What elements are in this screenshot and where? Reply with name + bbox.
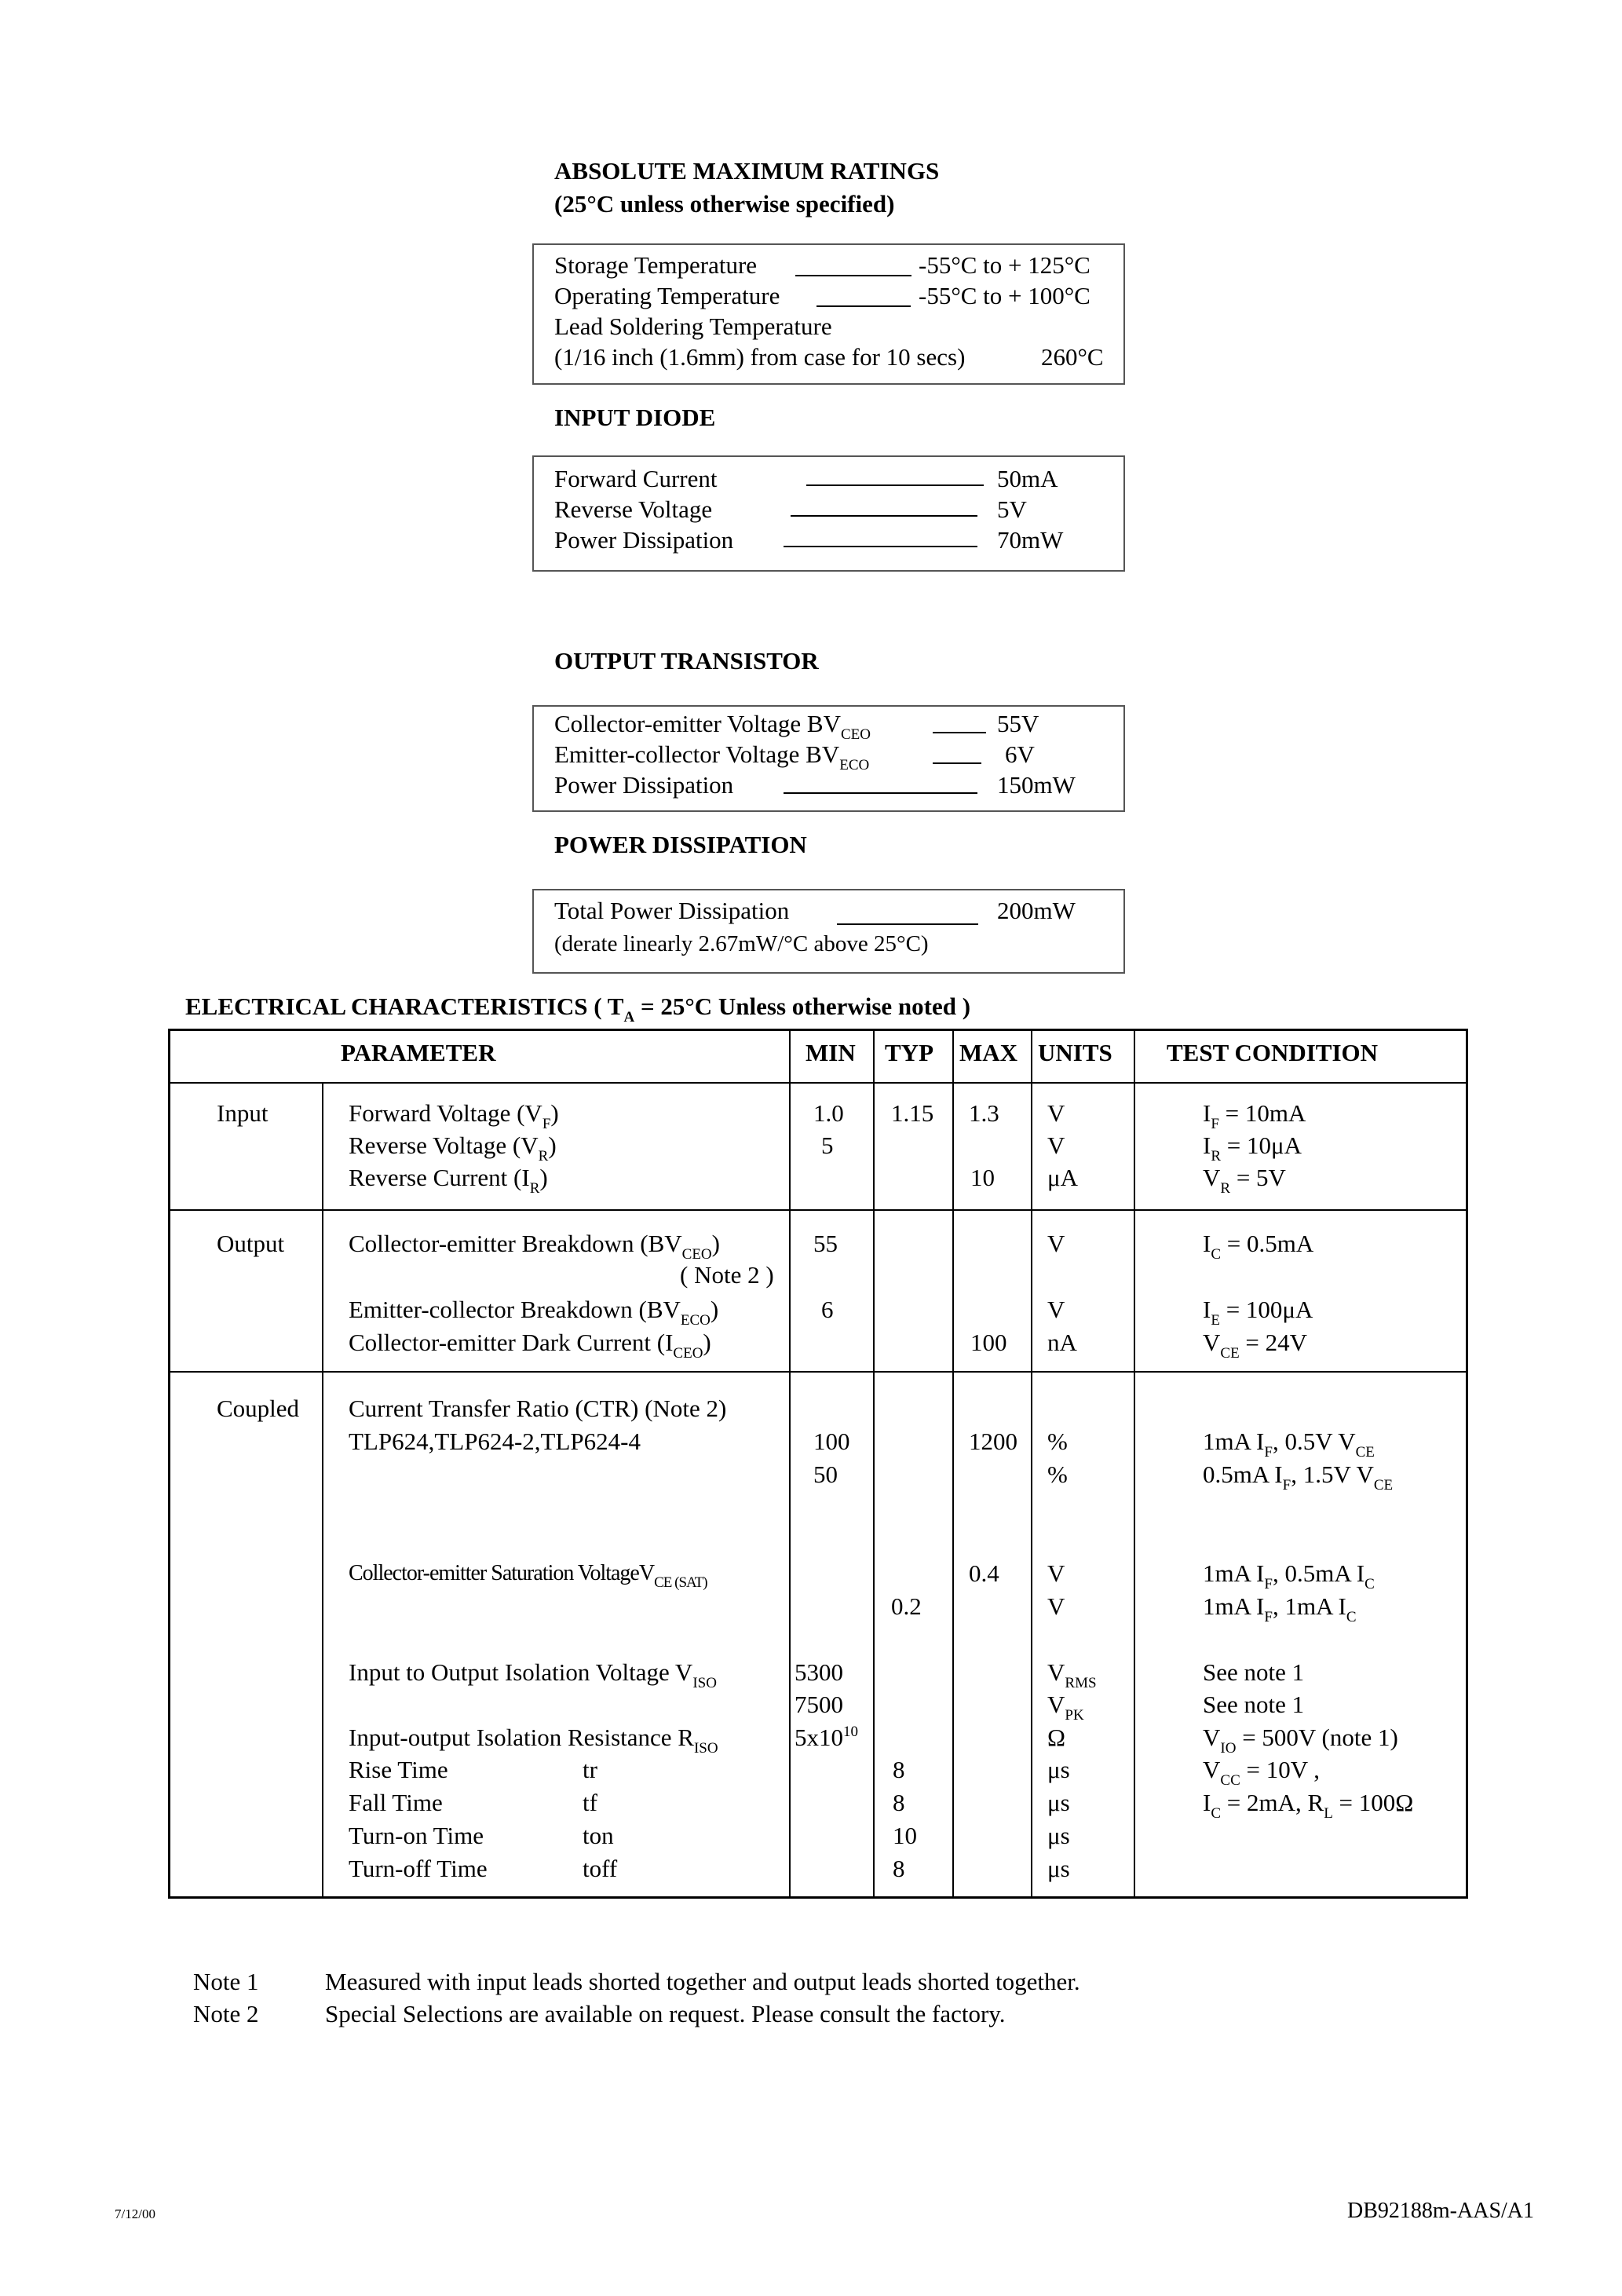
group-input: Input: [217, 1099, 269, 1127]
timing-cond-2: $I_C = 2mA$, $R_L = 100\Omega$: [1203, 1789, 1414, 1822]
reverse-voltage-unit: V: [1047, 1132, 1065, 1159]
fall-time-sym: tf: [583, 1789, 597, 1816]
bvceo-label: Collector-emitter Voltage $BV_{CEO}$: [554, 710, 871, 743]
turn-off-time-unit: μs: [1047, 1855, 1070, 1882]
dark-current-param: Collector-emitter Dark Current $(I_{CEO})$: [349, 1329, 711, 1362]
group-output: Output: [217, 1230, 285, 1257]
bveco-param: Emitter-collector Breakdown $(BV_{ECO})$: [349, 1296, 719, 1329]
footer-date: 7/12/00: [115, 2206, 155, 2221]
reverse-voltage-min: 5: [821, 1132, 834, 1159]
forward-current-label: Forward Current: [554, 465, 718, 492]
note-1-label: Note 1: [193, 1968, 259, 1995]
output-transistor-title: OUTPUT TRANSISTOR: [554, 647, 819, 675]
sat1-unit: V: [1047, 1559, 1065, 1587]
sat-param: Collector-emitter Saturation VoltageV$_{CE (SAT)}$: [349, 1561, 707, 1591]
bveco-value: 6V: [1005, 740, 1035, 768]
forward-voltage-max: 1.3: [969, 1099, 999, 1127]
lead-soldering-detail: (1/16 inch (1.6mm) from case for 10 secs): [554, 343, 966, 371]
sat1-cond: 1mA $I_F$, 0.5mA $I_C$: [1203, 1559, 1375, 1592]
sat2-unit: V: [1047, 1592, 1065, 1620]
res-param: Input-output Isolation Resistance $R_{ISO}$: [349, 1724, 718, 1757]
reverse-current-cond: $V_R = 5V$: [1203, 1164, 1286, 1197]
header-test-condition: TEST CONDITION: [1167, 1039, 1379, 1066]
ctr1-cond: 1mA $I_F$, 0.5V $V_{CE}$: [1203, 1428, 1375, 1461]
iso2-cond: See note 1: [1203, 1691, 1305, 1718]
reverse-voltage-param: Reverse Voltage $(V_R)$: [349, 1132, 557, 1164]
res-cond: $V_{IO} = 500V$ (note 1): [1203, 1724, 1398, 1757]
header-units: UNITS: [1038, 1039, 1112, 1066]
footer-doc-id: DB92188m-AAS/A1: [1347, 2199, 1535, 2223]
bvceo-param: Collector-emitter Breakdown $(BV_{CEO})$: [349, 1230, 720, 1263]
forward-voltage-typ: 1.15: [891, 1099, 934, 1127]
turn-off-time-typ: 8: [893, 1855, 905, 1882]
ctr-parts: TLP624,TLP624-2,TLP624-4: [349, 1428, 641, 1455]
reverse-current-max: 10: [970, 1164, 995, 1191]
header-typ: TYP: [885, 1039, 933, 1066]
electrical-title: ELECTRICAL CHARACTERISTICS ( $T_A = 25^\circ C$ Unless otherwise noted ): [185, 993, 971, 1026]
bveco-unit: V: [1047, 1296, 1065, 1323]
bvceo-cond: $I_C = 0.5mA$: [1203, 1230, 1314, 1263]
note-2-text: Special Selections are available on request. Please consult the factory.: [325, 2000, 1006, 2027]
iso1-unit: $V_{RMS}$: [1047, 1658, 1097, 1691]
turn-on-time-sym: ton: [583, 1822, 614, 1849]
sat2-cond: 1mA $I_F$, 1mA $I_C$: [1203, 1592, 1357, 1625]
transistor-power-label: Power Dissipation: [554, 771, 734, 799]
fall-time-unit: μs: [1047, 1789, 1070, 1816]
sat2-typ: 0.2: [891, 1592, 922, 1620]
ctr2-unit: %: [1047, 1461, 1068, 1488]
note-1-text: Measured with input leads shorted together and output leads shorted together.: [325, 1968, 1080, 1995]
reverse-voltage-label: Reverse Voltage: [554, 495, 713, 523]
header-parameter: PARAMETER: [341, 1039, 496, 1066]
bvceo-min: 55: [813, 1230, 838, 1257]
dark-current-cond: $V_{CE} = 24V$: [1203, 1329, 1308, 1362]
reverse-voltage-cond: $I_R = 10\mu A$: [1203, 1132, 1302, 1164]
iso1-cond: See note 1: [1203, 1658, 1305, 1686]
header-max: MAX: [959, 1039, 1018, 1066]
turn-on-time-typ: 10: [893, 1822, 917, 1849]
lead-soldering-value: 260°C: [1041, 343, 1104, 371]
power-dissipation-label: Power Dissipation: [554, 526, 734, 554]
dark-current-max: 100: [970, 1329, 1007, 1356]
bveco-cond: $I_E = 100\mu A$: [1203, 1296, 1313, 1329]
total-power-value: 200mW: [997, 897, 1076, 924]
ctr-param: Current Transfer Ratio (CTR) (Note 2): [349, 1395, 727, 1422]
power-dissipation-value: 70mW: [997, 526, 1064, 554]
bvceo-note: ( Note 2 ): [680, 1261, 774, 1289]
fall-time-name: Fall Time: [349, 1789, 443, 1816]
header-min: MIN: [806, 1039, 856, 1066]
forward-voltage-cond: $I_F = 10mA$: [1203, 1099, 1306, 1132]
forward-current-value: 50mA: [997, 465, 1058, 492]
abs-max-subtitle: (25°C unless otherwise specified): [554, 190, 895, 218]
input-diode-title: INPUT DIODE: [554, 404, 716, 431]
rise-time-typ: 8: [893, 1756, 905, 1783]
fall-time-typ: 8: [893, 1789, 905, 1816]
reverse-current-unit: μA: [1047, 1164, 1079, 1191]
turn-off-time-name: Turn-off Time: [349, 1855, 488, 1882]
forward-voltage-param: Forward Voltage $(V_F)$: [349, 1099, 559, 1132]
lead-soldering-label: Lead Soldering Temperature: [554, 313, 832, 340]
ctr1-unit: %: [1047, 1428, 1068, 1455]
bveco-min: 6: [821, 1296, 834, 1323]
bveco-label: Emitter-collector Voltage $BV_{ECO}$: [554, 740, 870, 773]
iso-param: Input to Output Isolation Voltage $V_{ISO}$: [349, 1658, 717, 1691]
operating-temp-value: -55°C to + 100°C: [919, 282, 1090, 309]
storage-temp-value: -55°C to + 125°C: [919, 251, 1090, 279]
reverse-current-param: Reverse Current $(I_R)$: [349, 1164, 548, 1197]
operating-temp-label: Operating Temperature: [554, 282, 780, 309]
ctr1-min: 100: [813, 1428, 850, 1455]
dark-current-unit: nA: [1047, 1329, 1077, 1356]
transistor-power-value: 150mW: [997, 771, 1076, 799]
power-dissipation-title: POWER DISSIPATION: [554, 831, 807, 858]
bvceo-unit: V: [1047, 1230, 1065, 1257]
rise-time-sym: tr: [583, 1756, 597, 1783]
ctr1-max: 1200: [969, 1428, 1017, 1455]
iso2-unit: $V_{PK}$: [1047, 1691, 1084, 1724]
res-min: $5x10^{10}$: [795, 1724, 858, 1751]
res-unit: Ω: [1047, 1724, 1066, 1751]
timing-cond-1: $V_{CC} = 10V$ ,: [1203, 1756, 1321, 1789]
rise-time-name: Rise Time: [349, 1756, 448, 1783]
ctr2-cond: 0.5mA $I_F$, 1.5V $V_{CE}$: [1203, 1461, 1394, 1493]
turn-off-time-sym: toff: [583, 1855, 618, 1882]
forward-voltage-min: 1.0: [813, 1099, 844, 1127]
sat1-max: 0.4: [969, 1559, 999, 1587]
turn-on-time-name: Turn-on Time: [349, 1822, 484, 1849]
group-coupled: Coupled: [217, 1395, 300, 1422]
derate-note: (derate linearly 2.67mW/°C above 25°C): [554, 931, 929, 956]
note-2-label: Note 2: [193, 2000, 259, 2027]
total-power-label: Total Power Dissipation: [554, 897, 790, 924]
iso1-min: 5300: [795, 1658, 843, 1686]
reverse-voltage-value: 5V: [997, 495, 1027, 523]
abs-max-title: ABSOLUTE MAXIMUM RATINGS: [554, 157, 940, 185]
forward-voltage-unit: V: [1047, 1099, 1065, 1127]
storage-temp-label: Storage Temperature: [554, 251, 758, 279]
iso2-min: 7500: [795, 1691, 843, 1718]
ctr2-min: 50: [813, 1461, 838, 1488]
bvceo-value: 55V: [997, 710, 1039, 737]
turn-on-time-unit: μs: [1047, 1822, 1070, 1849]
rise-time-unit: μs: [1047, 1756, 1070, 1783]
